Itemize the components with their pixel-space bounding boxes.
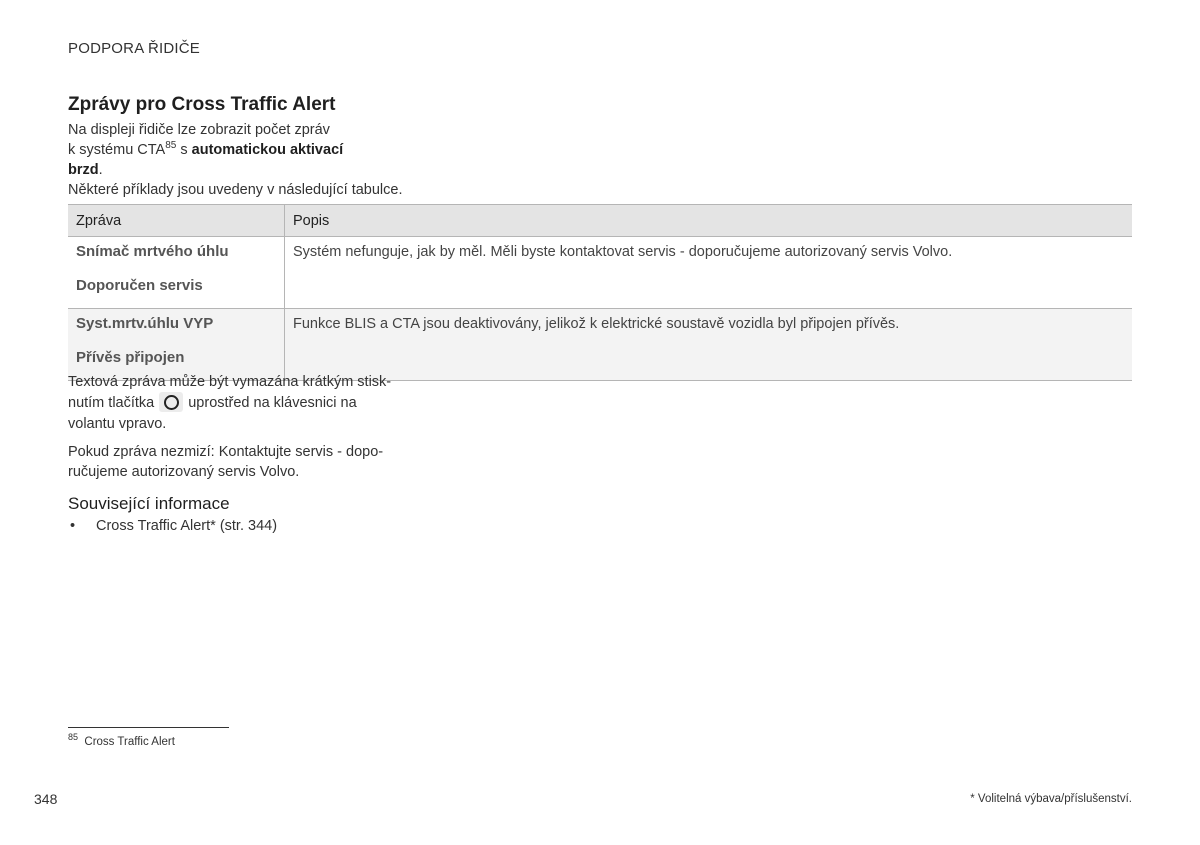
intro-line-3-end: .	[98, 162, 103, 178]
table-header-message: Zpráva	[68, 205, 285, 237]
footnote	[68, 732, 175, 748]
table-header-row	[68, 205, 1132, 237]
instruction-paragraph-2	[68, 442, 403, 482]
footnote-divider	[68, 727, 229, 728]
link-automatic-braking-cont[interactable]: brzd	[68, 162, 99, 178]
table-header-description: Popis	[285, 205, 1133, 237]
messages-table	[68, 204, 1132, 381]
instruction-paragraph-1	[68, 372, 403, 434]
related-info-list	[68, 516, 277, 536]
instruction-line: volantu vpravo.	[68, 416, 167, 432]
page-title: Zprávy pro Cross Traffic Alert	[68, 94, 336, 115]
intro-line-4: Některé příklady jsou uvedeny v následující tabulce.	[68, 182, 403, 198]
instruction-line: ručujeme autorizovaný servis Volvo.	[68, 464, 300, 480]
intro-line-2-text: k systému CTA	[68, 142, 166, 158]
footer-note: * Volitelná výbava/příslušenství.	[970, 793, 1132, 805]
intro-line-3	[68, 160, 428, 180]
bullet-icon: •	[70, 518, 76, 534]
footnote-number: 85	[68, 732, 79, 742]
message-line: Přívěs připojen	[76, 349, 185, 366]
instruction-line: Textová zpráva může být vymazána krátkým stisk-	[68, 374, 392, 390]
intro-line-2	[68, 140, 428, 160]
table-cell-description: Funkce BLIS a CTA jsou deaktivovány, jelikož k elektrické soustavě vozidla byl připojen přívěs.	[285, 309, 1133, 381]
ok-circle-button-icon	[159, 392, 183, 412]
table-cell-description: Systém nefunguje, jak by měl. Měli byste kontaktovat servis - doporučujeme autorizovaný servis Volvo.	[285, 237, 1133, 309]
table-row	[68, 309, 1132, 381]
link-automatic-braking[interactable]: automatickou aktivací	[191, 142, 344, 158]
instructions-text	[68, 372, 403, 490]
section-label: PODPORA ŘIDIČE	[68, 40, 200, 57]
intro-line-2-mid: s	[176, 142, 192, 158]
message-line: Syst.mrtv.úhlu VYP	[76, 315, 214, 332]
related-link-cross-traffic-alert[interactable]: Cross Traffic Alert* (str. 344)	[96, 518, 278, 534]
message-line: Snímač mrtvého úhlu	[76, 243, 229, 260]
instruction-line: uprostřed na klávesnici na	[188, 394, 357, 411]
footnote-ref[interactable]: 85	[165, 140, 177, 152]
table-cell-message	[68, 237, 285, 309]
instruction-line: nutím tlačítka	[68, 394, 155, 411]
related-info-heading: Související informace	[68, 494, 230, 513]
message-line: Doporučen servis	[76, 277, 203, 294]
instruction-line: Pokud zpráva nezmizí: Kontaktujte servis - dopo-	[68, 444, 384, 460]
page-number: 348	[34, 791, 58, 807]
intro-paragraph	[68, 120, 428, 200]
list-item[interactable]	[68, 516, 277, 536]
intro-line-1: Na displeji řidiče lze zobrazit počet zpráv	[68, 122, 330, 138]
table-row	[68, 237, 1132, 309]
footnote-text: Cross Traffic Alert	[84, 735, 175, 748]
table-cell-message	[68, 309, 285, 381]
